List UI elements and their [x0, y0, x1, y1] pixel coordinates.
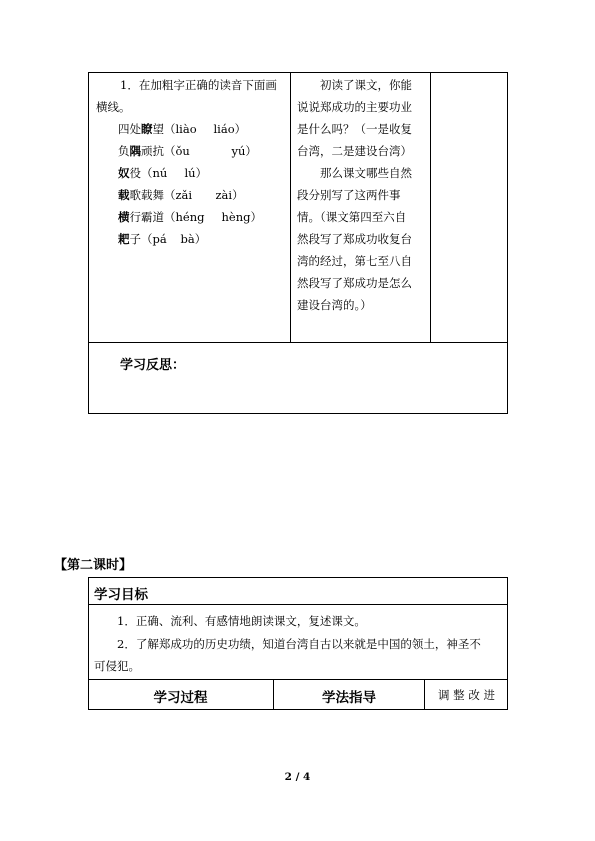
item-suffix: 子（: [129, 232, 153, 246]
item-bold-char: 横: [118, 210, 130, 224]
pinyin-option-2: yú: [231, 144, 246, 158]
pinyin-option-2: bà: [180, 232, 195, 246]
guidance-line: 台湾，二是建设台湾）: [297, 144, 412, 158]
item-bold-char: 隅: [129, 144, 141, 158]
item-bold-char: 瞭: [141, 122, 153, 136]
item-close: ）: [245, 144, 257, 158]
item-prefix: 负: [118, 144, 130, 158]
pinyin-option-1: pá: [152, 232, 167, 246]
pinyin-option-1: liào: [175, 122, 197, 136]
pinyin-option-1: ǒu: [175, 144, 190, 158]
table-2-row-divider-2: [88, 679, 508, 680]
table-1-row-divider: [88, 342, 508, 343]
item-suffix: 歌载舞（: [129, 188, 176, 202]
table-1-col-divider-1: [290, 72, 291, 342]
guidance-line: 湾的经过，第七至八自: [297, 254, 412, 268]
item-close: ）: [250, 210, 262, 224]
item-close: ）: [234, 122, 247, 136]
item-suffix: 役（: [129, 166, 153, 180]
guidance-line: 是什么吗？（一是收复: [297, 122, 412, 136]
goals-label: 学习目标: [94, 587, 148, 603]
table-1-col-divider-2: [430, 72, 431, 342]
goal-2-line-2: 可侵犯。: [94, 659, 140, 673]
header-method: 学法指导: [322, 690, 376, 706]
item-suffix: 顽抗（: [141, 144, 176, 158]
item-bold-char: 载: [118, 188, 130, 202]
item-close: ）: [232, 188, 244, 202]
item-close: ）: [194, 232, 207, 246]
pinyin-option-2: lú: [184, 166, 196, 180]
pinyin-option-1: héng: [175, 210, 205, 224]
guidance-line: 建设台湾的。）: [297, 298, 372, 312]
item-bold-char: 奴: [118, 166, 130, 180]
item-suffix: 望（: [152, 122, 176, 136]
goal-2-line-1: 2．了解郑成功的历史功绩，知道台湾自古以来就是中国的领土，神圣不: [117, 637, 481, 651]
pinyin-option-2: liáo: [213, 122, 235, 136]
item-close: ）: [195, 166, 208, 180]
pronunciation-item: [118, 162, 207, 184]
pronunciation-item: [118, 184, 244, 206]
pronunciation-item: [118, 228, 206, 250]
item-prefix: 四处: [118, 122, 141, 136]
page-number: 2 / 4: [284, 771, 311, 783]
guidance-line: 然段写了郑成功是怎么: [297, 276, 412, 290]
instruction-line-2: 横线。: [96, 100, 131, 114]
pinyin-option-2: hèng: [221, 210, 251, 224]
pinyin-option-2: zài: [215, 188, 233, 202]
pronunciation-item: [118, 118, 246, 140]
section-title: 【第二课时】: [54, 558, 133, 573]
instruction-line-1: 1．在加粗字正确的读音下面画: [120, 78, 277, 92]
header-process: 学习过程: [153, 690, 208, 706]
item-suffix: 行霸道（: [129, 210, 176, 224]
header-adjust: 调 整 改 进: [438, 688, 495, 702]
pinyin-option-1: zǎi: [175, 188, 193, 202]
pronunciation-item: [118, 206, 262, 228]
guidance-line: 情。（课文第四至六自: [297, 210, 407, 224]
guidance-line: 那么课文哪些自然: [320, 166, 412, 180]
item-bold-char: 耙: [118, 232, 130, 246]
guidance-line: 段分别写了这两件事: [297, 188, 401, 202]
pinyin-option-1: nú: [152, 166, 168, 180]
guidance-line: 初读了课文，你能: [320, 78, 412, 92]
pronunciation-item: [118, 140, 257, 162]
reflection-label: 学习反思：: [120, 358, 186, 373]
guidance-line: 然段写了郑成功收复台: [297, 232, 412, 246]
goal-1: 1．正确、流利、有感情地朗读课文，复述课文。: [117, 614, 366, 628]
table-2-row-divider-1: [88, 604, 508, 605]
guidance-line: 说说郑成功的主要功业: [297, 100, 412, 114]
